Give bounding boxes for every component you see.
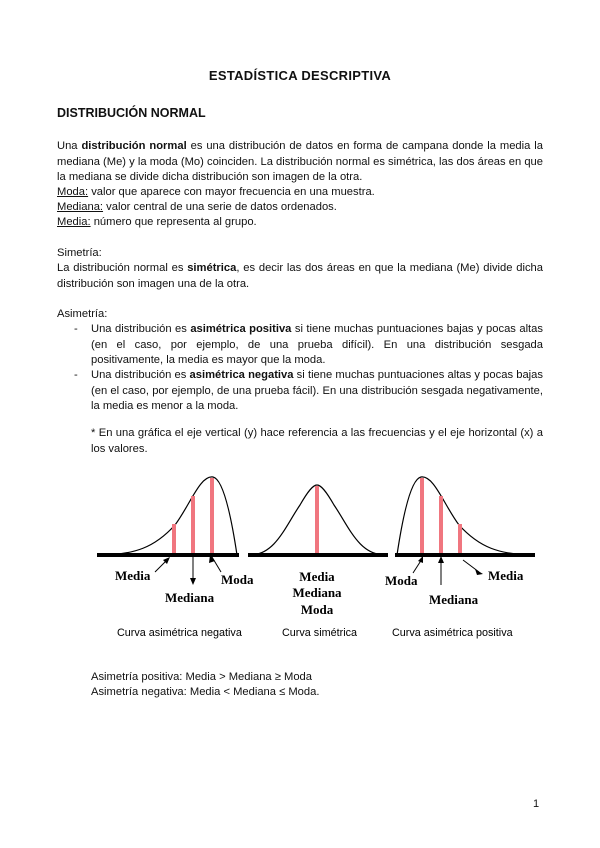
bullet-post: si tiene muchas puntuaciones altas y pocas bajas (en el caso, por ejemplo, de una prueba fácil). En una distribución sesgada negativamente, la media es menor a la moda. bbox=[91, 369, 543, 412]
negative-caption: Curva asimétrica negativa bbox=[117, 627, 242, 639]
symmetry-paragraph bbox=[57, 261, 543, 292]
relation-positive: Asimetría positiva: Media > Mediana ≥ Moda bbox=[91, 671, 312, 683]
positive-skew-curve bbox=[397, 477, 535, 555]
positive-axis bbox=[395, 553, 535, 557]
definition-media bbox=[57, 215, 257, 231]
negative-mediana-arrowhead bbox=[190, 578, 196, 585]
intro-pre: Una bbox=[57, 140, 82, 152]
definition-text: valor que aparece con mayor frecuencia en una muestra. bbox=[88, 186, 375, 198]
negative-moda-bar bbox=[210, 478, 214, 555]
positive-skew-curve-group bbox=[385, 477, 535, 639]
positive-caption: Curva asimétrica positiva bbox=[392, 627, 513, 639]
positive-mediana-label: Mediana bbox=[429, 592, 479, 607]
page-title: ESTADÍSTICA DESCRIPTIVA bbox=[208, 68, 392, 83]
symmetric-axis bbox=[248, 553, 388, 557]
symmetric-moda-label: Moda bbox=[300, 602, 334, 617]
bullet-pre: Una distribución es bbox=[91, 323, 191, 335]
definition-text: número que representa al grupo. bbox=[90, 216, 257, 228]
definition-term: Mediana: bbox=[57, 201, 104, 213]
intro-post: es una distribución de datos en forma de campana donde la media la mediana (Me) y la moda (Mo) coinciden. La distribución normal es simétrica, las dos áreas en que la mediana se divide dicha distribución son imagen de la otra. bbox=[57, 140, 543, 183]
asymmetry-label: Asimetría: bbox=[57, 308, 108, 320]
negative-axis bbox=[97, 553, 239, 557]
definition-text: valor central de una serie de datos ordenados. bbox=[103, 201, 337, 213]
bullet-negative bbox=[91, 368, 543, 415]
positive-moda-label: Moda bbox=[385, 573, 418, 588]
symmetric-media-label: Media bbox=[299, 569, 335, 584]
definition-mediana bbox=[57, 200, 337, 216]
symmetric-caption: Curva simétrica bbox=[282, 627, 357, 639]
definition-term: Moda: bbox=[57, 186, 89, 198]
positive-mediana-bar bbox=[439, 496, 443, 555]
distribution-curves-figure bbox=[95, 465, 535, 645]
negative-media-bar bbox=[172, 524, 176, 555]
bullet-pre: Una distribución es bbox=[91, 369, 190, 381]
symmetry-post: , es decir las dos áreas en que la mediana (Me) divide dicha distribución son imagen una de la otra. bbox=[57, 262, 543, 290]
definition-moda bbox=[57, 185, 375, 201]
relation-negative: Asimetría negativa: Media < Mediana ≤ Moda. bbox=[91, 686, 320, 698]
positive-moda-bar bbox=[420, 478, 424, 555]
symmetry-label: Simetría: bbox=[57, 247, 102, 259]
axes-note: * En una gráfica el eje vertical (y) hace referencia a las frecuencias y el eje horizontal (x) a los valores. bbox=[91, 427, 543, 455]
positive-mediana-arrowhead bbox=[438, 556, 444, 563]
section-heading: DISTRIBUCIÓN NORMAL bbox=[57, 106, 206, 120]
symmetric-curve-group bbox=[248, 485, 388, 639]
negative-mediana-bar bbox=[191, 496, 195, 555]
positive-media-arrowhead bbox=[475, 569, 483, 575]
negative-skew-curve bbox=[99, 477, 237, 555]
bullet-positive bbox=[91, 322, 543, 369]
positive-moda-arrowhead bbox=[418, 556, 423, 563]
symmetric-mediana-label: Mediana bbox=[292, 585, 342, 600]
intro-bold-term: distribución normal bbox=[81, 140, 187, 152]
symmetry-bold: simétrica bbox=[187, 262, 237, 274]
symmetry-pre: La distribución normal es bbox=[57, 262, 188, 274]
bullet-post: si tiene muchas puntuaciones bajas y pocas altas (en el caso, por ejemplo, de una prueba difícil). En una distribución sesgada positivamente, la media es mayor que la moda. bbox=[91, 323, 543, 366]
definition-term: Media: bbox=[57, 216, 91, 228]
negative-media-label: Media bbox=[115, 568, 151, 583]
symmetric-center-bar bbox=[315, 486, 319, 555]
bullet-dash: - bbox=[74, 323, 78, 335]
intro-paragraph bbox=[57, 139, 543, 186]
negative-moda-label: Moda bbox=[221, 572, 254, 587]
positive-media-bar bbox=[458, 524, 462, 555]
bullet-bold: asimétrica negativa bbox=[189, 369, 294, 381]
positive-media-label: Media bbox=[488, 568, 524, 583]
bullet-bold: asimétrica positiva bbox=[190, 323, 292, 335]
bullet-dash: - bbox=[74, 369, 78, 381]
page-number: 1 bbox=[533, 798, 540, 810]
negative-mediana-label: Mediana bbox=[165, 590, 215, 605]
negative-skew-curve-group bbox=[97, 477, 254, 639]
